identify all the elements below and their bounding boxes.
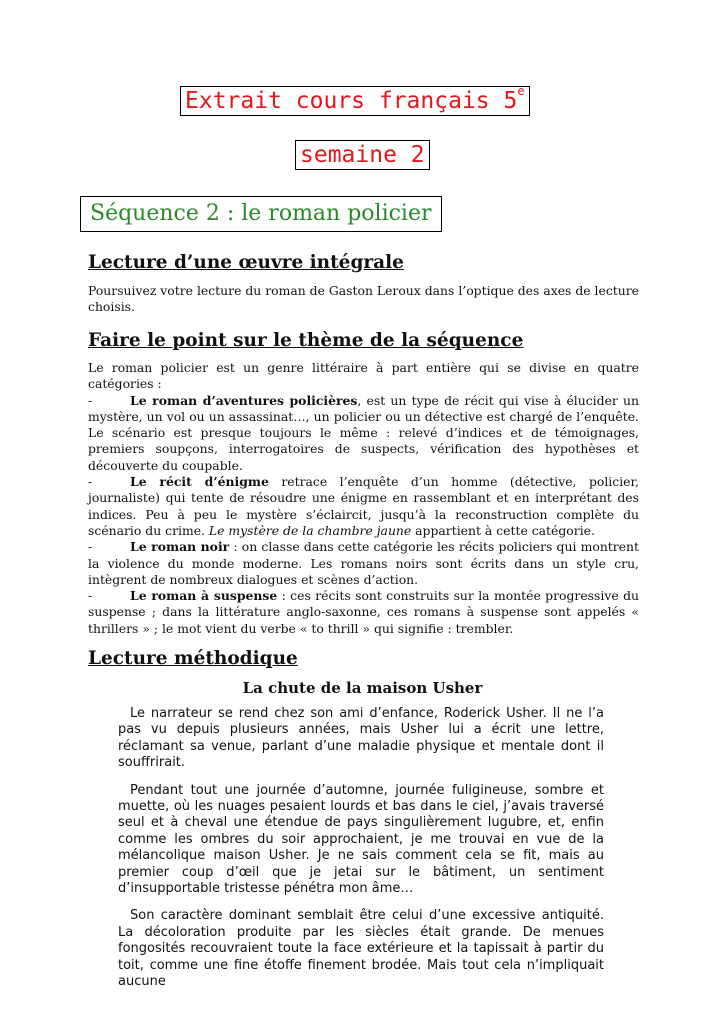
list-item-text: , est un type de récit qui vise à élucider un mystère, un vol ou un assassinat…, un policier ou un détective est chargé de l’enquête. Le scénario est presque toujours le même : relevé d’indices et de témoignages, premiers soupçons, interrogatoires de suspects, vérification des hypothèses et découverte du coupable.: [88, 392, 639, 473]
course-title: Extrait cours français 5: [185, 88, 518, 114]
course-title-box: [180, 86, 530, 116]
sequence-title-box: [80, 196, 442, 232]
extract-paragraph: Son caractère dominant semblait être celui d’une excessive antiquité. La décoloration produite par les siècles était grande. De menues fongosités recouvraient toute la face extérieure et la tapissait à partir du toit, comme une fine étoffe finement brodée. Mais tout cela n’impliquait aucune: [118, 908, 604, 990]
section-faire-le-point-text: [88, 360, 639, 637]
sequence-title: Séquence 2 : le roman policier: [90, 201, 432, 226]
extract-paragraph: Le narrateur se rend chez son ami d’enfance, Roderick Usher. Il ne l’a pas vu depuis plusieurs années, mais Usher lui a écrit une lettre, réclamant sa venue, parlant d’une maladie physique et mentale dont il souffrirait.: [118, 706, 604, 771]
list-dash: -: [88, 588, 93, 604]
list-item-label: Le roman noir: [130, 539, 230, 555]
list-item-text: : on classe dans cette catégorie les récits policiers qui montrent la violence du monde moderne. Les romans noirs sont écrits dans un style cru, intègrent de nombreux dialogues et scènes d’action.: [88, 539, 639, 587]
list-item-label: Le récit d’énigme: [130, 474, 269, 490]
course-title-superscript: e: [517, 84, 525, 98]
section-heading-lecture-methodique: Lecture méthodique: [88, 648, 298, 669]
list-dash: -: [88, 392, 93, 408]
section-heading-faire-le-point: Faire le point sur le thème de la séquence: [88, 330, 524, 351]
extract-title: La chute de la maison Usher: [242, 679, 483, 697]
list-dash: -: [88, 474, 93, 490]
list-item: [88, 588, 639, 637]
extract-text: [118, 706, 604, 1002]
list-item: [88, 474, 639, 539]
list-item: [88, 539, 639, 588]
intro-paragraph: Le roman policier est un genre littéraire à part entière qui se divise en quatre catégories :: [88, 360, 639, 392]
section-heading-lecture-integrale: Lecture d’une œuvre intégrale: [88, 252, 404, 273]
section-lecture-integrale-text: [88, 283, 639, 316]
book-title: Le mystère de la chambre jaune: [208, 522, 412, 538]
list-item-text-after: appartient à cette catégorie.: [411, 522, 595, 538]
list-item-label: Le roman à suspense: [130, 588, 278, 604]
week-title-box: [295, 140, 430, 170]
week-title: semaine 2: [300, 142, 425, 168]
list-item-text: : ces récits sont construits sur la montée progressive du suspense ; dans la littérature anglo-saxonne, ces romans à suspense sont appelés « thrillers » ; le mot vient du verbe « to thrill » qui signifie : trembler.: [88, 588, 639, 636]
list-item-text: retrace l’enquête d’un homme (détective, policier, journaliste) qui tente de résoudre une énigme en rassemblant et en interprétant des indices. Peu à peu le mystère s’éclaircit, jusqu’à la reconstruction complète du scénario du crime.: [88, 474, 640, 538]
list-dash: -: [88, 539, 93, 555]
extract-paragraph: Pendant tout une journée d’automne, journée fuligineuse, sombre et muette, où les nuages pesaient lourds et bas dans le ciel, j’avais traversé seul et à cheval une étendue de pays singulièrement lugubre, et, enfin comme les ombres du soir approchaient, je me trouvai en vue de la mélancolique maison Usher. Je ne sais comment cela se fit, mais au premier coup d’œil que je jetai sur le bâtiment, un sentiment d’insupportable tristesse pénétra mon âme…: [118, 782, 604, 897]
paragraph: Poursuivez votre lecture du roman de Gaston Leroux dans l’optique des axes de lecture choisis.: [88, 283, 639, 315]
list-item-label: Le roman d’aventures policières: [130, 392, 358, 408]
list-item: [88, 393, 639, 474]
